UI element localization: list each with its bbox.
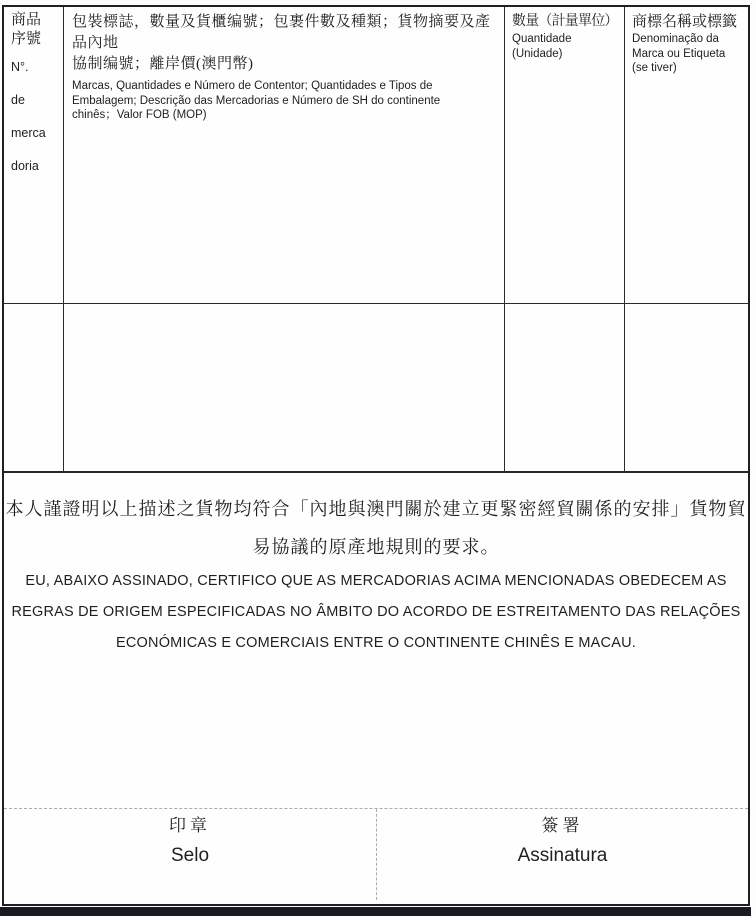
description-pt: chinês；Valor FOB (MOP) — [72, 109, 207, 121]
goods-table — [4, 7, 748, 473]
item-number-zh: 商品 — [11, 12, 42, 28]
col-header-description — [64, 7, 505, 304]
item-number-pt: N°. — [11, 60, 29, 74]
description-pt: Embalagem; Descrição das Mercadorias e Número de SH do continente — [72, 94, 441, 107]
table-cell-empty — [4, 304, 64, 471]
form-outer-border — [2, 5, 750, 906]
certification-pt-line: ECONÓMICAS E COMERCIAIS ENTRE O CONTINENTE CHINÊS E MACAU. — [116, 635, 636, 651]
brand-pt: (se tiver) — [632, 62, 677, 74]
signature-label-pt: Assinatura — [517, 845, 608, 866]
seal-label-pt: Selo — [170, 845, 210, 866]
description-zh: 協制编號；離岸價(澳門幣) — [72, 56, 254, 72]
signature-cell — [376, 809, 748, 900]
description-pt: Marcas, Quantidades e Número de Contentor; Quantidades e Tipos de — [72, 80, 433, 92]
item-number-zh: 序號 — [11, 31, 42, 47]
quantity-pt: Quantidade — [512, 33, 572, 45]
scan-edge-bar — [0, 907, 751, 916]
signature-area — [4, 808, 748, 900]
brand-pt: Denominação da — [632, 33, 719, 45]
table-cell-empty — [64, 304, 505, 471]
item-number-pt: merca — [11, 126, 46, 140]
certification-zh-line: 本人謹證明以上描述之貨物均符合「內地與澳門關於建立更緊密經貿關係的安排」貨物貿 — [5, 499, 747, 519]
certification-zh-line: 易協議的原產地規則的要求。 — [252, 537, 500, 557]
quantity-pt: (Unidade) — [512, 47, 563, 60]
certification-pt-line: EU, ABAIXO ASSINADO, CERTIFICO QUE AS MERCADORIAS ACIMA MENCIONADAS OBEDECEM AS — [25, 573, 727, 589]
description-zh: 包裝標誌，數量及貨櫃编號；包裹件數及種類；貨物摘要及產品內地 — [72, 14, 491, 51]
table-cell-empty — [505, 304, 625, 471]
certification-pt-line: REGRAS DE ORIGEM ESPECIFICADAS NO ÂMBITO DO ACORDO DE ESTREITAMENTO DAS RELAÇÕES — [11, 604, 741, 620]
col-header-item-number — [4, 7, 64, 304]
col-header-quantity — [505, 7, 625, 304]
item-number-pt: doria — [11, 159, 39, 173]
certification-statement — [4, 473, 748, 808]
seal-label-zh: 印章 — [169, 816, 211, 835]
item-number-pt: de — [11, 93, 25, 107]
brand-pt: Marca ou Etiqueta — [632, 47, 726, 60]
table-cell-empty — [625, 304, 748, 471]
col-header-brand — [625, 7, 748, 304]
brand-zh: 商標名稱或標籤 — [632, 14, 738, 30]
seal-cell — [4, 809, 376, 900]
signature-label-zh: 簽署 — [541, 816, 584, 835]
quantity-zh: 數量（計量單位） — [512, 14, 618, 29]
certification-zh — [4, 490, 748, 566]
certification-pt — [4, 566, 748, 659]
